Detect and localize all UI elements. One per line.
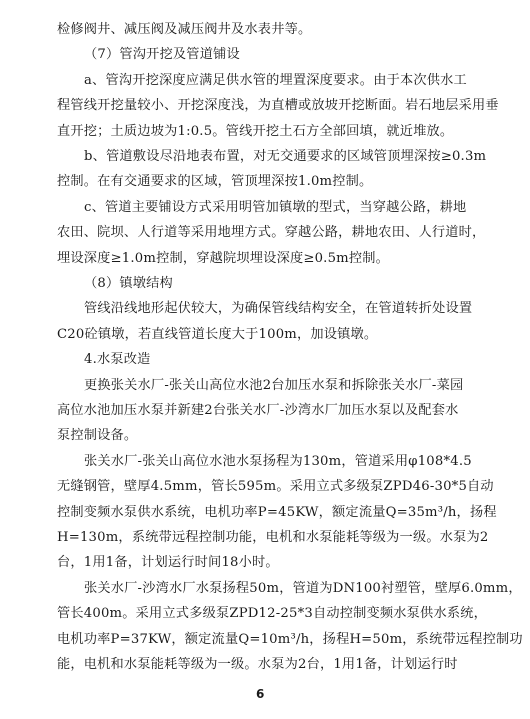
text-line: 控制。在有交通要求的区域，管顶埋深按1.0m控制。	[57, 174, 373, 189]
text-line: 管长400m。采用立式多级泵ZPD12-25*3自动控制变频水泵供水系统，	[57, 606, 487, 621]
text-line: 程管线开挖量较小、开挖深度浅，为直槽或放坡开挖断面。岩石地层采用垂	[57, 98, 499, 113]
text-line: 更换张关水厂-张关山高位水池2台加压水泵和拆除张关水厂-菜园	[84, 378, 464, 393]
text-line: 电机功率P=37KW，额定流量Q=10m³/h，扬程H=50m，系统带远程控制功	[57, 632, 523, 647]
text-line: b、管道敷设尽沿地表布置，对无交通要求的区域管顶埋深按≥0.3m	[84, 149, 487, 164]
text-line: 无缝钢管，壁厚4.5mm，管长595m。采用立式多级泵ZPD46-30*5自动	[57, 479, 494, 494]
text-line: 埋设深度≥1.0m控制，穿越院坝埋设深度≥0.5m控制。	[57, 251, 390, 266]
page-number: 6	[256, 687, 265, 701]
text-line: 控制变频水泵供水系统，电机功率P=45KW，额定流量Q=35m³/h，扬程	[57, 505, 497, 520]
text-line: 检修阀井、减压阀及减压阀井及水表井等。	[57, 22, 312, 37]
text-line: 泵控制设备。	[57, 428, 138, 443]
text-line: 张关水厂-张关山高位水池水泵扬程为130m，管道采用φ108*4.5	[84, 454, 472, 469]
text-line: H=130m，系统带远程控制功能，电机和水泵能耗等级为一级。水泵为2	[57, 530, 489, 545]
text-line: 能，电机和水泵能耗等级为一级。水泵为2台，1用1备，计划运行时	[57, 657, 458, 672]
text-line: c、管道主要铺设方式采用明管加镇墩的型式，当穿越公路，耕地	[84, 200, 467, 215]
text-line: 高位水池加压水泵并新建2台张关水厂-沙湾水厂加压水泵以及配套水	[57, 403, 459, 418]
text-line: a、管沟开挖深度应满足供水管的埋置深度要求。由于本次供水工	[84, 73, 467, 88]
text-line: 直开挖；土质边坡为1:0.5。管线开挖土石方全部回填，就近堆放。	[57, 124, 454, 139]
section-heading: 4.水泵改造	[84, 352, 151, 367]
text-line: 张关水厂-沙湾水厂水泵扬程50m，管道为DN100衬塑管，壁厚6.0mm，	[84, 581, 522, 596]
text-line: 管线沿线地形起伏较大，为确保管线结构安全，在管道转折处设置	[84, 301, 473, 316]
section-heading: （8）镇墩结构	[84, 276, 173, 291]
section-heading: （7）管沟开挖及管道铺设	[84, 47, 240, 62]
text-line: C20砼镇墩，若直线管道长度大于100m，加设镇墩。	[57, 327, 378, 342]
text-line: 农田、院坝、人行道等采用地埋方式。穿越公路，耕地农田、人行道时，	[57, 225, 486, 240]
text-line: 台，1用1备，计划运行时间18小时。	[57, 555, 279, 570]
